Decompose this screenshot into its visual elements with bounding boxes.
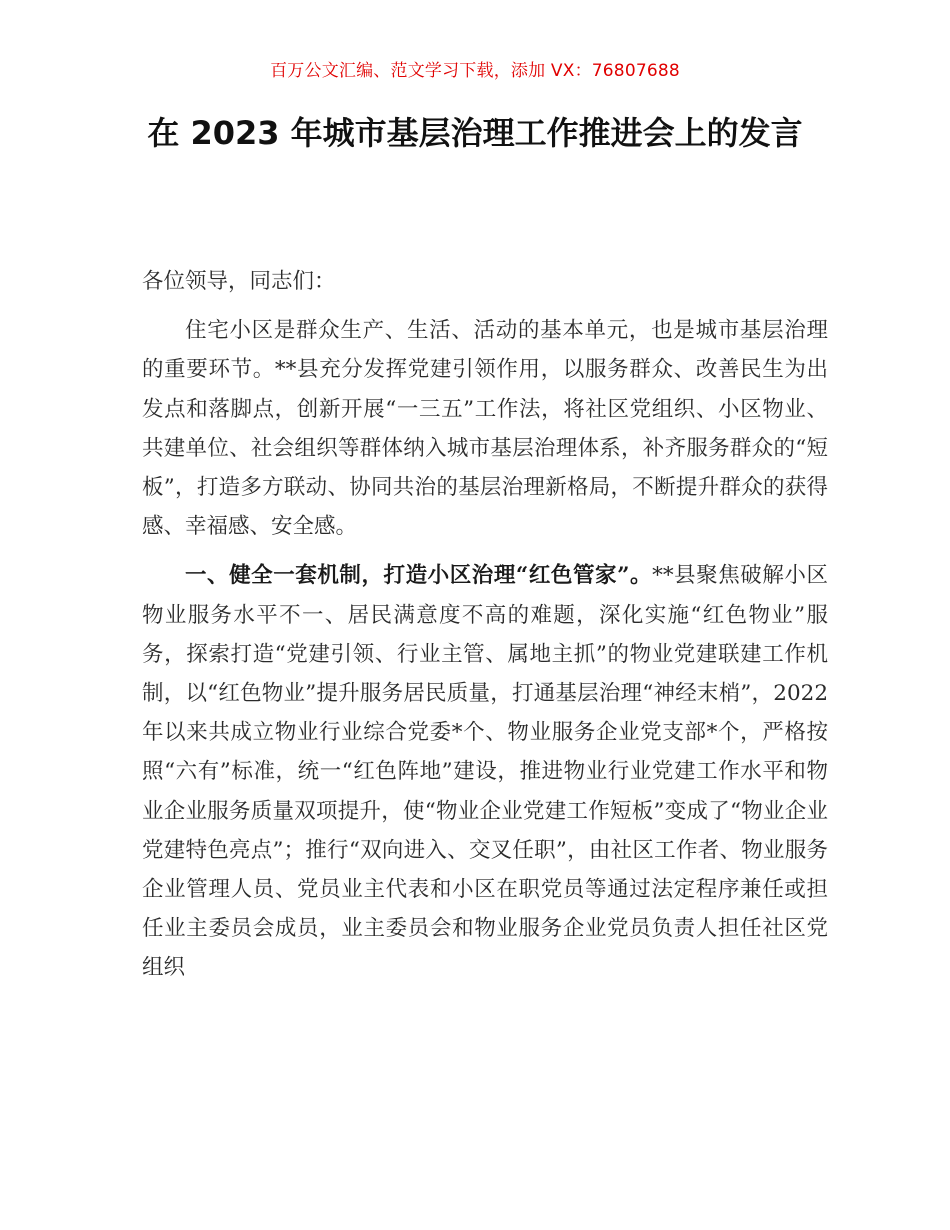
document-title: 在 2023 年城市基层治理工作推进会上的发言 [147,114,803,152]
salutation: 各位领导，同志们： [142,269,336,294]
section-heading: 一、健全一套机制，打造小区治理“红色管家”。 [185,563,653,589]
header-banner: 百万公文汇编、范文学习下载，添加 VX：76807688 [270,61,680,81]
section-body: **县聚焦破解小区物业服务水平不一、居民满意度不高的难题，深化实施“红色物业”服务，探索打造“党建引领、行业主管、属地主抓”的物业党建联建工作机制，以“红色物业”提升服务居民质量，打通基层治理“神经末梢”，2022 年以来共成立物业行业综合党委*个、物业服务企业党支部*个，严格按照“六有”标准，统一“红色阵地”建设，推进物业行业党建工作水平和物业企业服务质量双项提升，使“物业企业党建工作短板”变成了“物业企业党建特色亮点”；推行“双向进入、交叉任职”，由社区工作者、物业服务企业管理人员、党员业主代表和小区在职党员等通过法定程序兼任或担任业主委员会成员，业主委员会和物业服务企业党员负责人担任社区党组织 [142,563,828,981]
document-body [142,262,828,988]
paragraph-intro: 住宅小区是群众生产、生活、活动的基本单元，也是城市基层治理的重要环节。**县充分发挥党建引领作用，以服务群众、改善民生为出发点和落脚点，创新开展“一三五”工作法，将社区党组织、小区物业、共建单位、社会组织等群体纳入城市基层治理体系，补齐服务群众的“短板”，打造多方联动、协同共治的基层治理新格局，不断提升群众的获得感、幸福感、安全感。 [142,318,828,540]
paragraph-section-1 [142,556,828,987]
